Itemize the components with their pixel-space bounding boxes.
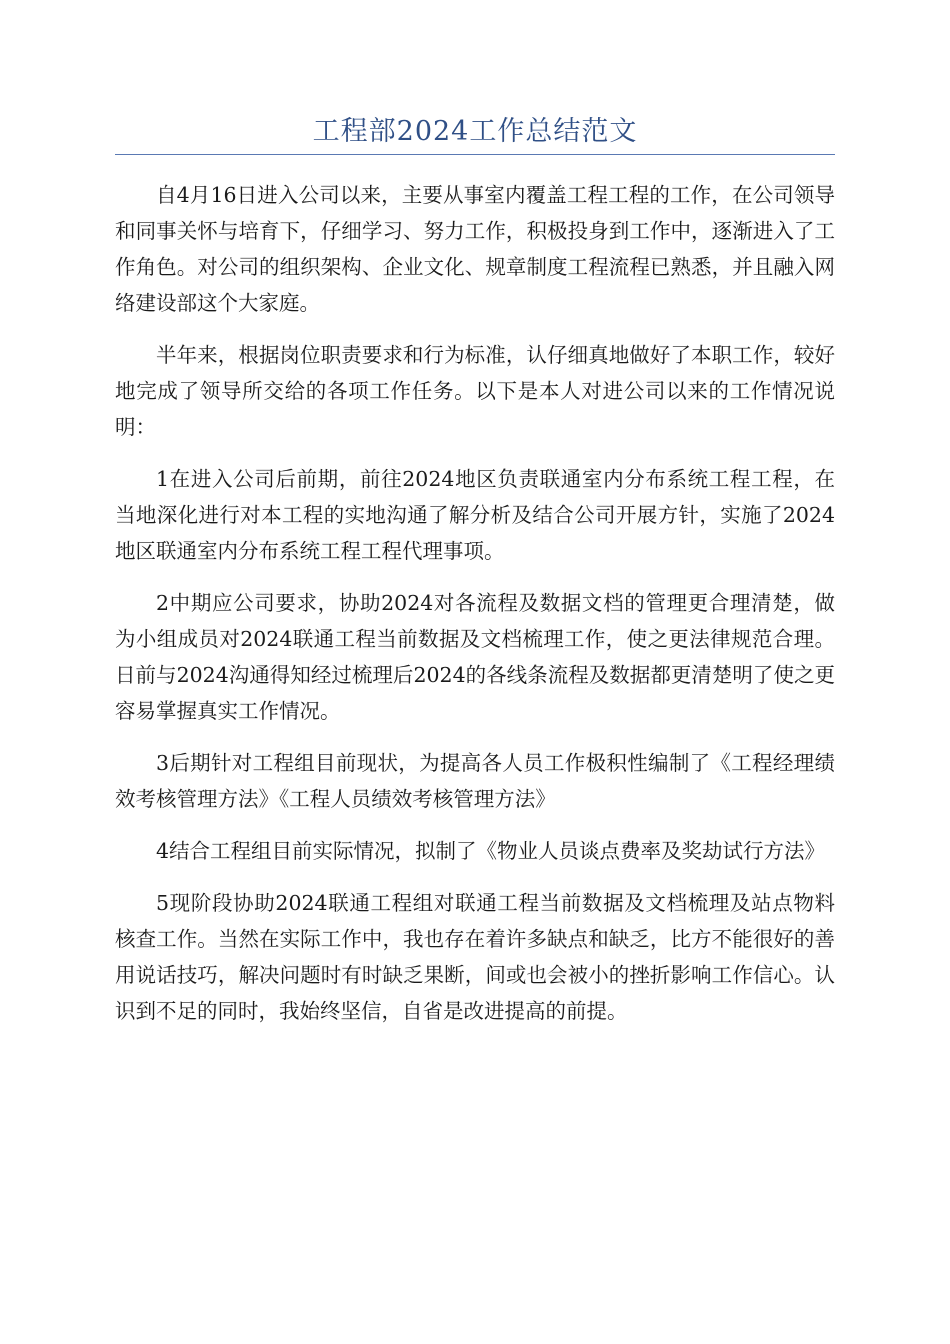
paragraph-item-2: 2中期应公司要求，协助2024对各流程及数据文档的管理更合理清楚，做为小组成员对2024联通工程当前数据及文档梳理工作，使之更法律规范合理。日前与2024沟通得知经过梳理后2024的各线条流程及数据都更清楚明了使之更容易掌握真实工作情况。	[115, 591, 835, 723]
paragraph-item-1: 1在进入公司后前期，前往2024地区负责联通室内分布系统工程工程，在当地深化进行对本工程的实地沟通了解分析及结合公司开展方针，实施了2024地区联通室内分布系统工程工程代理事项。	[115, 467, 835, 563]
paragraph-half-year: 半年来，根据岗位职责要求和行为标准，认仔细真地做好了本职工作，较好地完成了领导所交给的各项工作任务。以下是本人对进公司以来的工作情况说明：	[115, 343, 835, 439]
paragraph-item-4: 4结合工程组目前实际情况，拟制了《物业人员谈点费率及奖劫试行方法》	[156, 839, 826, 863]
document-page	[115, 112, 835, 1045]
paragraph-intro: 自4月16日进入公司以来，主要从事室内覆盖工程工程的工作，在公司领导和同事关怀与培育下，仔细学习、努力工作，积极投身到工作中，逐渐进入了工作角色。对公司的组织架构、企业文化、规章制度工程流程已熟悉，并且融入网络建设部这个大家庭。	[115, 183, 835, 315]
paragraph-item-5: 5现阶段协助2024联通工程组对联通工程当前数据及文档梳理及站点物料核查工作。当然在实际工作中，我也存在着许多缺点和缺乏，比方不能很好的善用说话技巧，解决问题时有时缺乏果断，间或也会被小的挫折影响工作信心。认识到不足的同时，我始终坚信，自省是改进提高的前提。	[115, 891, 835, 1023]
document-body	[115, 177, 835, 1029]
document-title: 工程部2024工作总结范文	[115, 112, 835, 155]
paragraph-item-3: 3后期针对工程组目前现状，为提高各人员工作极积性编制了《工程经理绩效考核管理方法》《工程人员绩效考核管理方法》	[115, 751, 835, 811]
